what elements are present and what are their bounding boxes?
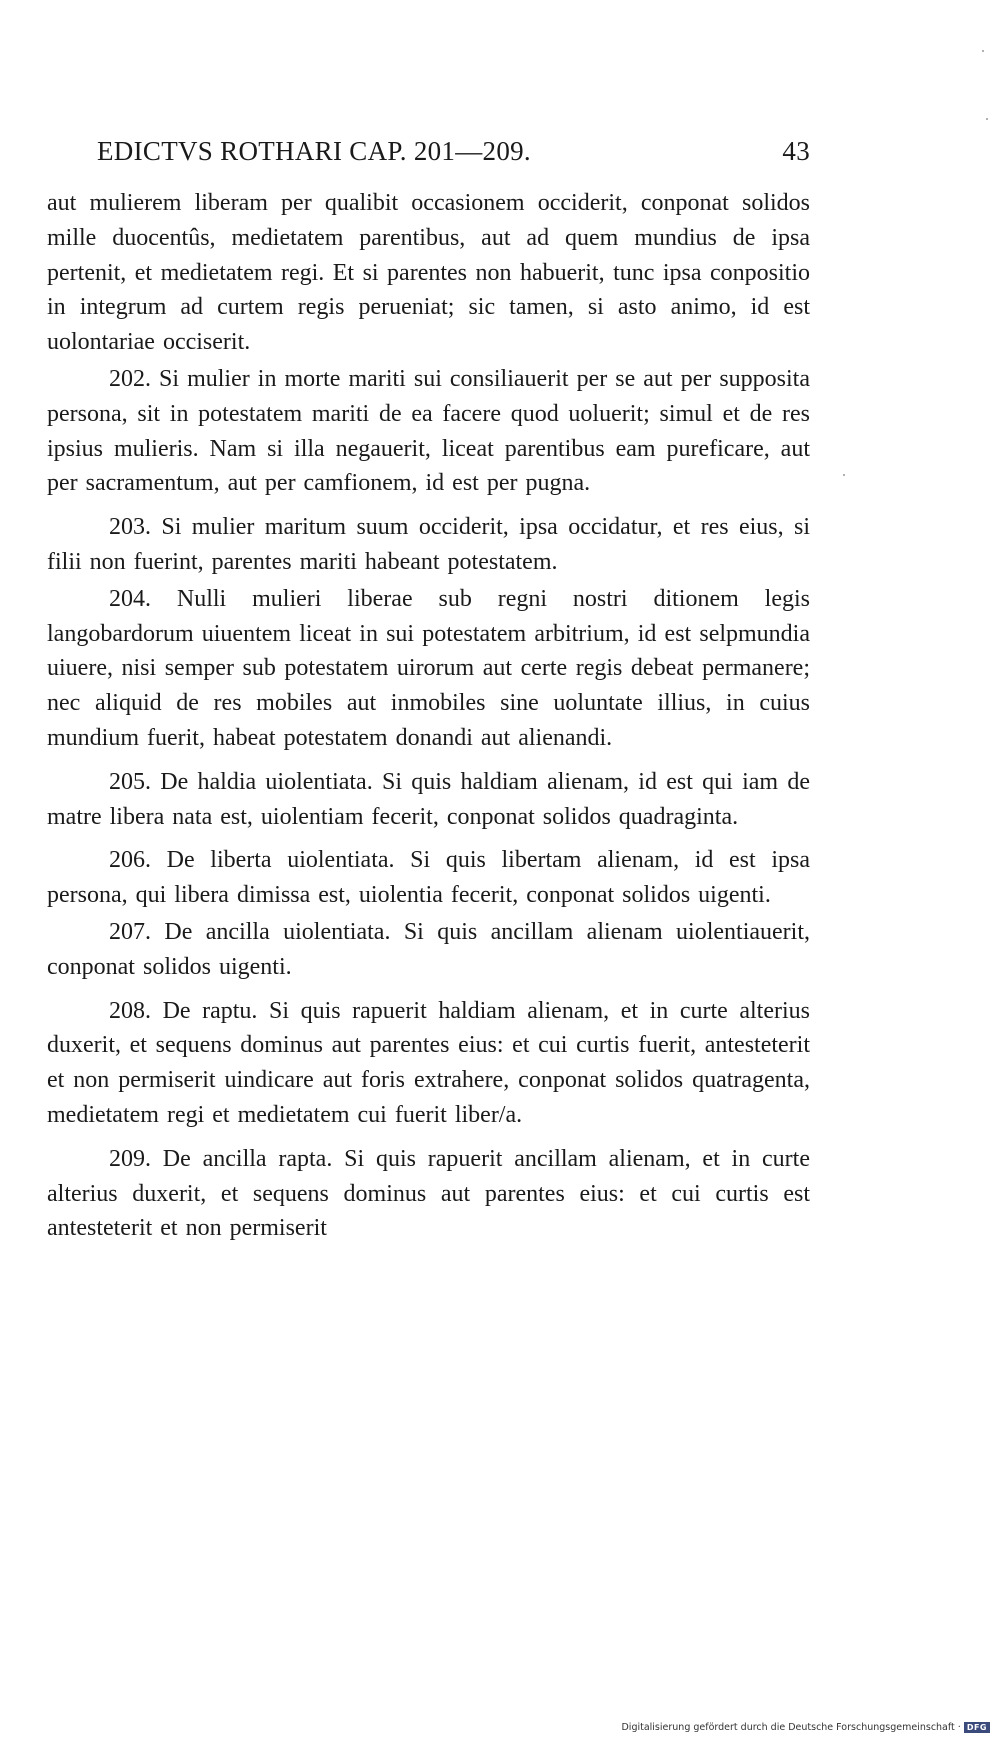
paragraph-206: 206. De liberta uiolentiata. Si quis libertam alienam, id est ipsa persona, qui libera dimissa est, uiolentia fecerit, conponat solidos uigenti. xyxy=(47,847,810,909)
scan-speck xyxy=(843,474,845,476)
scan-speck xyxy=(982,50,984,52)
body-text xyxy=(47,186,810,1246)
paragraph-202: 202. Si mulier in morte mariti sui consiliauerit per se aut per supposita persona, sit in potestatem mariti de ea facere quod uoluerit; simul et de res ipsius mulieris. Nam si illa negauerit, liceat parentibus eam pureficare, aut per sacramentum, aut per camfionem, id est per pugna. xyxy=(47,365,810,497)
page-number: 43 xyxy=(782,136,810,166)
paragraph-209: 209. De ancilla rapta. Si quis rapuerit ancillam alienam, et in curte alterius duxerit, et sequens dominus aut parentes eius: et cui curtis est antesteterit et non permiserit xyxy=(47,1145,810,1242)
paragraph-203: 203. Si mulier maritum suum occiderit, ipsa occidatur, et res eius, si filii non fuerint, parentes mariti habeant potestatem. xyxy=(47,514,810,575)
page-header xyxy=(47,136,810,172)
footer-credit: Digitalisierung gefördert durch die Deutsche Forschungsgemeinschaft · xyxy=(621,1721,961,1733)
paragraph-208: 208. De raptu. Si quis rapuerit haldiam alienam, et in curte alterius duxerit, et sequens dominus aut parentes eius: et cui curtis fuerit, antesteterit et non permiserit uindicare aut foris extrahere, conponat solidos quatragenta, medietatem regi et medietatem cui fuerit liber/a. xyxy=(47,997,810,1128)
digitization-footer xyxy=(621,1720,990,1734)
paragraph-continuation: aut mulierem liberam per qualibit occasionem occiderit, conponat solidos mille duocentûs, medietatem parentibus, aut ad quem mundius de ipsa pertenit, et medietatem regi. Et si parentes non habuerit, tunc ipsa conpositio in integrum ad curtem regis perueniat; sic tamen, si asto animo, id est uolontariae occiserit. xyxy=(47,190,810,356)
paragraph-204: 204. Nulli mulieri liberae sub regni nostri ditionem legis langobardorum uiuentem liceat in sui potestatem arbitrium, id est selpmundia uiuere, nisi semper sub potestatem uirorum aut certe regis debeat permanere; nec aliquid de res mobiles aut inmobiles sine uoluntate illius, in cuius mundium fuerit, habeat potestatem donandi aut alienandi. xyxy=(47,585,810,751)
running-title: EDICTVS ROTHARI CAP. 201—209. xyxy=(97,136,531,166)
scan-speck xyxy=(986,118,988,120)
paragraph-205: 205. De haldia uiolentiata. Si quis haldiam alienam, id est qui iam de matre libera nata est, uiolentiam fecerit, conponat solidos quadraginta. xyxy=(47,768,810,830)
paragraph-207: 207. De ancilla uiolentiata. Si quis ancillam alienam uiolentiauerit, conponat solidos uigenti. xyxy=(47,918,810,980)
dfg-logo: DFG xyxy=(964,1722,990,1733)
